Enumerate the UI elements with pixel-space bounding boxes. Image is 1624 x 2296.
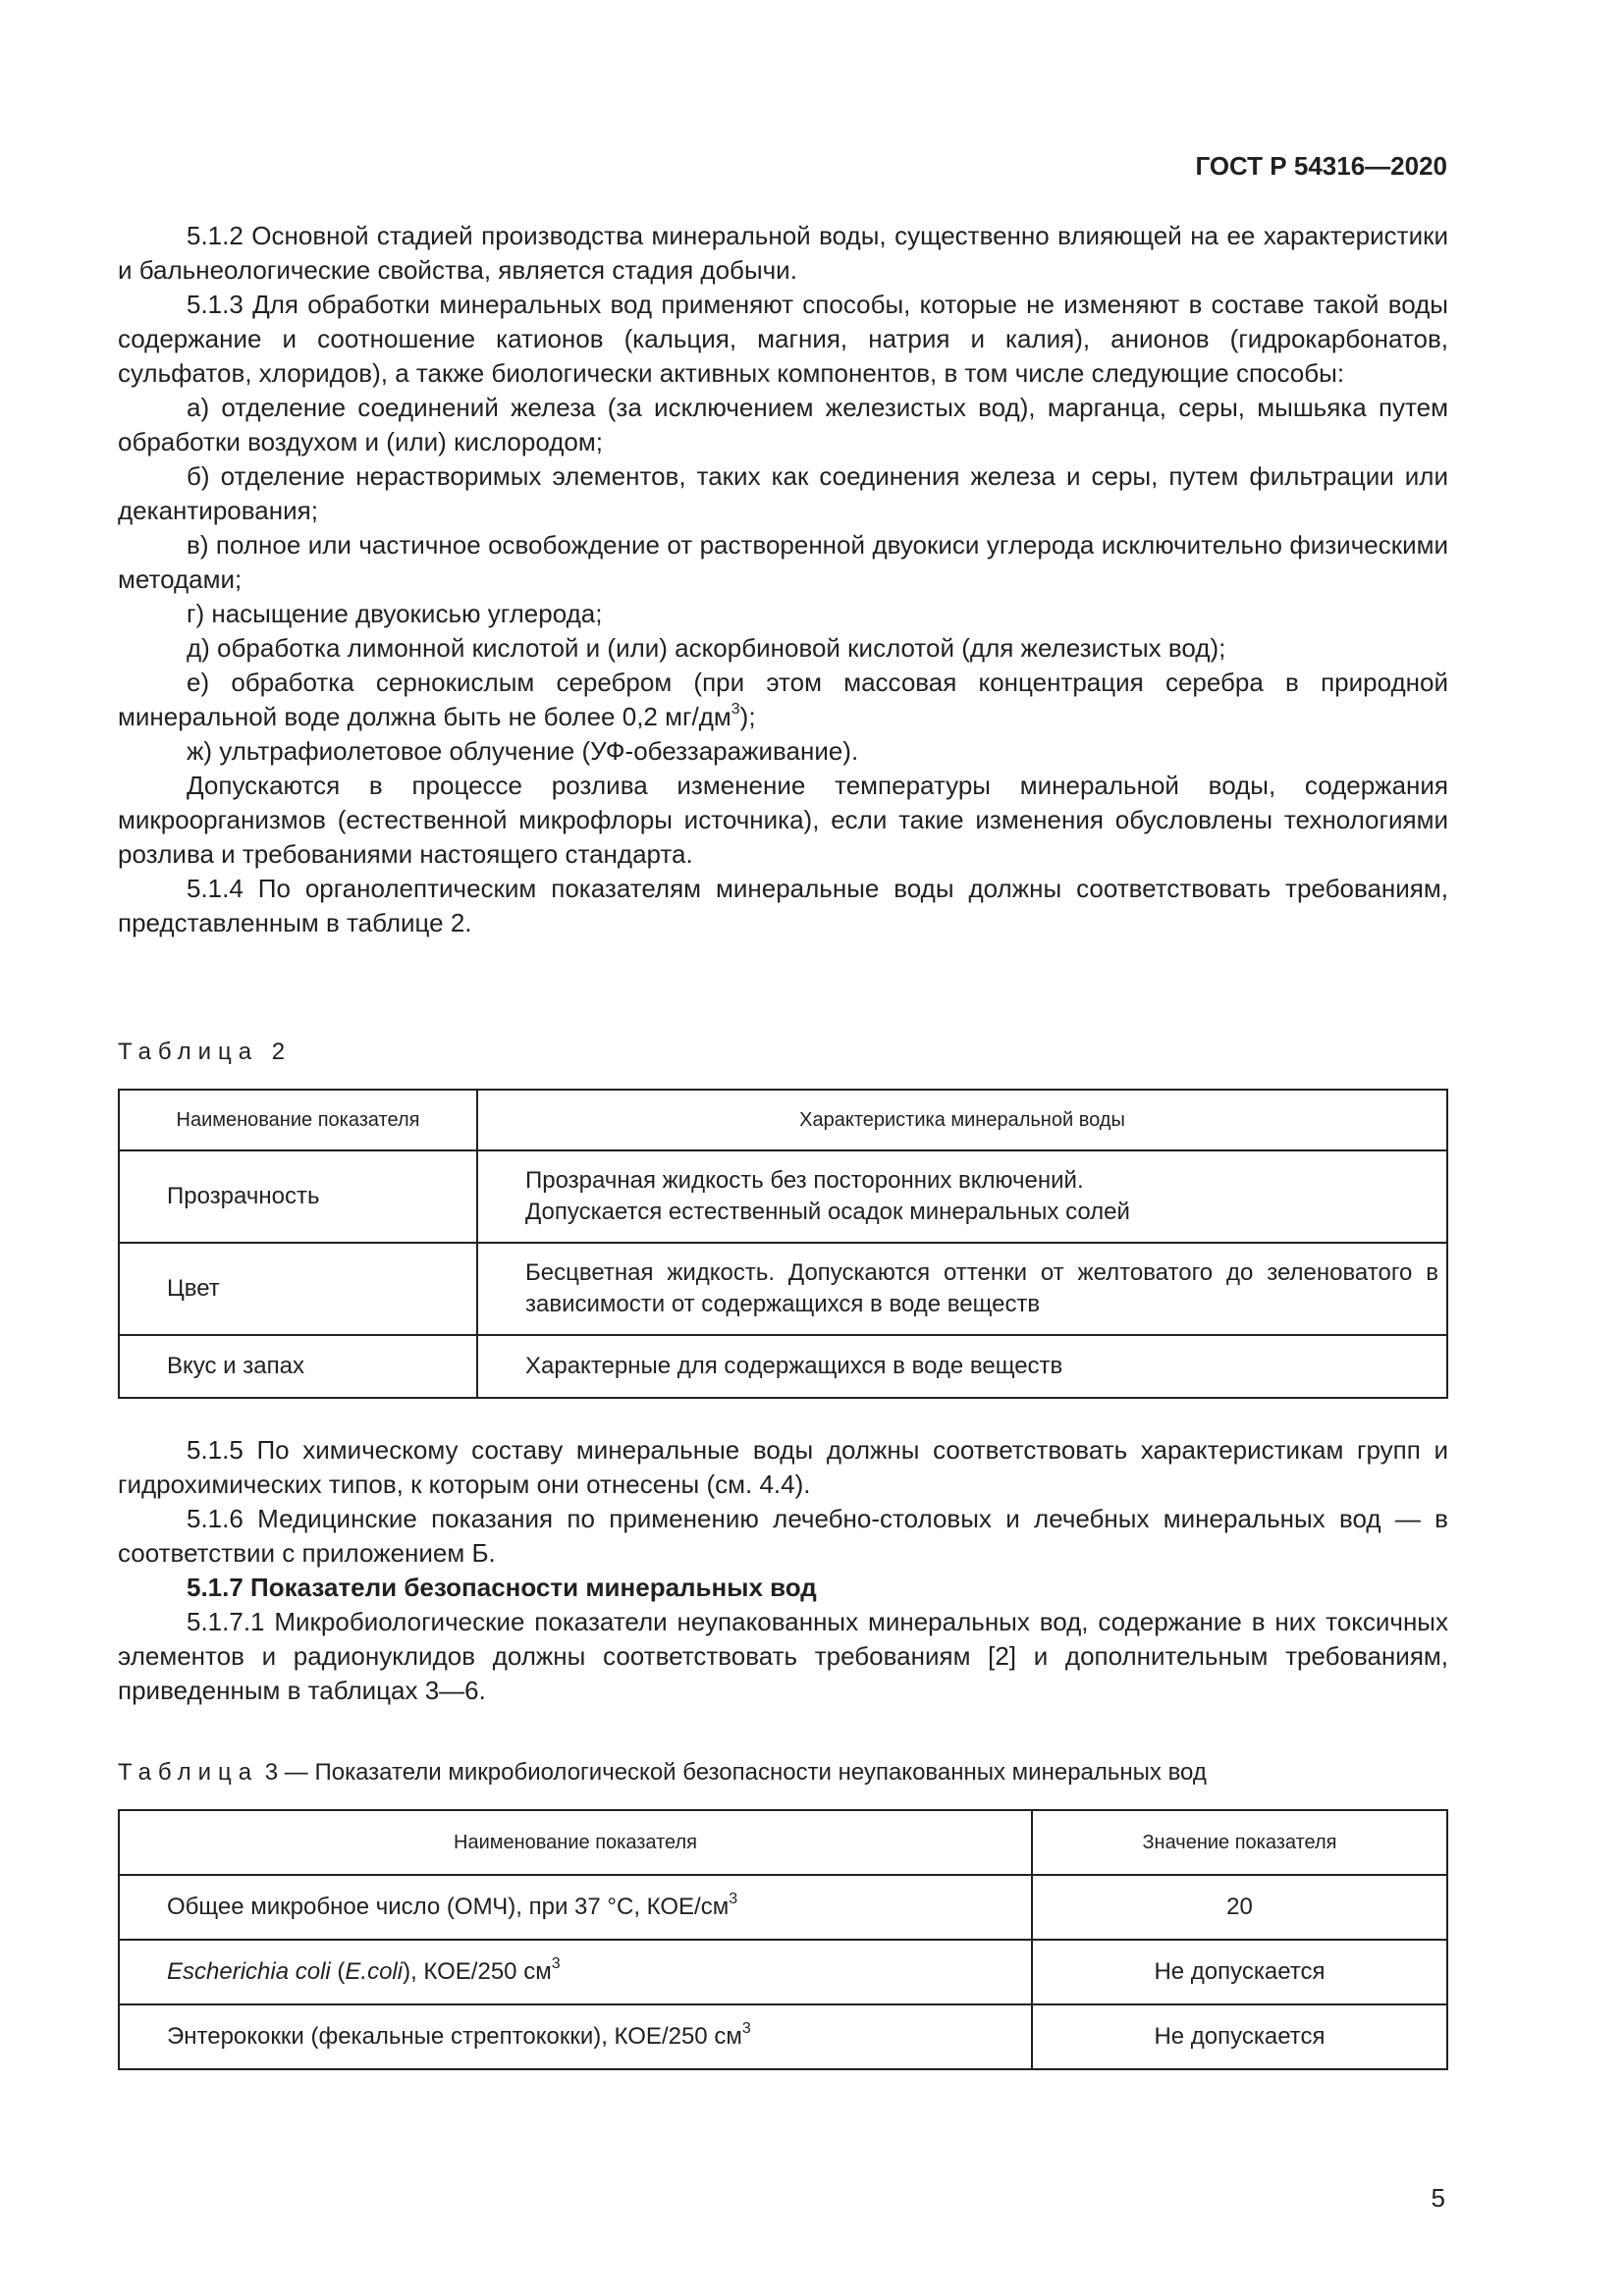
table-row — [119, 1243, 1447, 1335]
superscript: 3 — [741, 2020, 751, 2037]
list-item-zh: ж) ультрафиолетовое облучение (УФ-обеззараживание). — [187, 736, 859, 766]
main-text-continued — [118, 1433, 1448, 1708]
list-item-a: а) отделение соединений железа (за исключением железистых вод), марганца, серы, мышьяка путем обработки воздухом и (или) кислородом; — [118, 393, 1448, 456]
list-item-e-end: ); — [739, 702, 756, 731]
cell-name — [119, 2004, 1032, 2069]
list-item-v: в) полное или частичное освобождение от растворенной двуокиси углерода исключительно физическими методами; — [118, 530, 1448, 594]
cell-name-text: ), КОЕ/250 см — [403, 1958, 552, 1985]
table-header-row — [119, 1090, 1447, 1150]
list-item-b: б) отделение нерастворимых элементов, таких как соединения железа и серы, путем фильтрации или декантирования; — [118, 461, 1448, 525]
cell-value-line: Прозрачная жидкость без посторонних включений. — [525, 1167, 1084, 1194]
paragraph-5-1-7-1: 5.1.7.1 Микробиологические показатели неупакованных минеральных вод, содержание в них токсичных элементов и радионуклидов должны соответствовать требованиям [2] и дополнительным требованиям, приведенным в таблицах 3—6. — [118, 1607, 1448, 1705]
superscript: 3 — [729, 1891, 738, 1907]
table-header-row — [119, 1810, 1447, 1875]
list-item-d: д) обработка лимонной кислотой и (или) аскорбиновой кислотой (для железистых вод); — [187, 633, 1226, 663]
table-row — [119, 1150, 1447, 1243]
table-row — [119, 1875, 1447, 1940]
header-cell-name: Наименование показателя — [119, 1810, 1032, 1875]
heading-5-1-7: 5.1.7 Показатели безопасности минеральных вод — [187, 1573, 817, 1602]
table-row — [119, 1335, 1447, 1398]
page-number: 5 — [1431, 2183, 1445, 2213]
cell-value: Не допускается — [1032, 2004, 1447, 2069]
table3-caption-label: Таблица — [118, 1759, 259, 1786]
table3-caption-text: 3 — Показатели микробиологической безопасности неупакованных минеральных вод — [264, 1759, 1207, 1786]
paragraph-allowed: Допускаются в процессе розлива изменение температуры минеральной воды, содержания микроорганизмов (естественной микрофлоры источника), если такие изменения обусловлены технологиями розлива и требованиями настоящего стандарта. — [118, 771, 1448, 869]
species-name: Escherichia coli — [167, 1958, 331, 1985]
cell-value: Характерные для содержащихся в воде веществ — [477, 1335, 1447, 1398]
cell-value: 20 — [1032, 1875, 1447, 1940]
table-row — [119, 1940, 1447, 2004]
header-cell-value: Значение показателя — [1032, 1810, 1447, 1875]
document-code: ГОСТ Р 54316—2020 — [1195, 151, 1447, 181]
table-2 — [118, 1089, 1448, 1399]
cell-name-text: ( — [330, 1958, 346, 1985]
main-text — [118, 219, 1448, 940]
cell-value-line: Допускается естественный осадок минеральных солей — [525, 1199, 1130, 1225]
table-row — [119, 2004, 1447, 2069]
cell-name — [119, 1875, 1032, 1940]
list-item-e — [118, 666, 1448, 734]
cell-name — [119, 1940, 1032, 2004]
table3-caption — [118, 1759, 1207, 1787]
cell-value: Бесцветная жидкость. Допускаются оттенки от желтоватого до зеленоватого в зависимости от содержащихся в воде веществ — [477, 1243, 1447, 1335]
cell-name: Прозрачность — [119, 1150, 477, 1243]
header-cell-value: Характеристика минеральной воды — [477, 1090, 1447, 1150]
list-item-g: г) насыщение двуокисью углерода; — [187, 599, 603, 628]
paragraph-5-1-5: 5.1.5 По химическому составу минеральные воды должны соответствовать характеристикам групп и гидрохимических типов, к которым они отнесены (см. 4.4). — [118, 1435, 1448, 1499]
species-abbrev: E.coli — [345, 1958, 404, 1985]
paragraph-5-1-3: 5.1.3 Для обработки минеральных вод применяют способы, которые не изменяют в составе такой воды содержание и соотношение катионов (кальция, магния, натрия и калия), анионов (гидрокарбонатов, сульфатов, хлоридов), а также биологически активных компонентов, в том числе следующие способы: — [118, 290, 1448, 388]
paragraph-5-1-2: 5.1.2 Основной стадией производства минеральной воды, существенно влияющей на ее характеристики и бальнеологические свойства, является стадия добычи. — [118, 221, 1448, 285]
cell-value — [477, 1150, 1447, 1243]
list-item-e-text: е) обработка сернокислым серебром (при этом массовая концентрация серебра в природной минеральной воде должна быть не более 0,2 мг/дм — [118, 667, 1448, 731]
cell-name-text: Общее микробное число (ОМЧ), при 37 °C, КОЕ/см — [167, 1894, 730, 1920]
cell-value: Не допускается — [1032, 1940, 1447, 2004]
superscript: 3 — [731, 701, 740, 719]
superscript: 3 — [551, 1955, 561, 1972]
cell-name: Цвет — [119, 1243, 477, 1335]
table2-caption: Таблица 2 — [118, 1039, 293, 1065]
header-cell-name: Наименование показателя — [119, 1090, 477, 1150]
table-3 — [118, 1809, 1448, 2070]
paragraph-5-1-6: 5.1.6 Медицинские показания по применению лечебно-столовых и лечебных минеральных вод — в соответствии с приложением Б. — [118, 1504, 1448, 1568]
cell-name: Вкус и запах — [119, 1335, 477, 1398]
cell-name-text: Энтерококки (фекальные стрептококки), КОЕ/250 см — [167, 2023, 742, 2050]
paragraph-5-1-4: 5.1.4 По органолептическим показателям минеральные воды должны соответствовать требованиям, представленным в таблице 2. — [118, 874, 1448, 937]
